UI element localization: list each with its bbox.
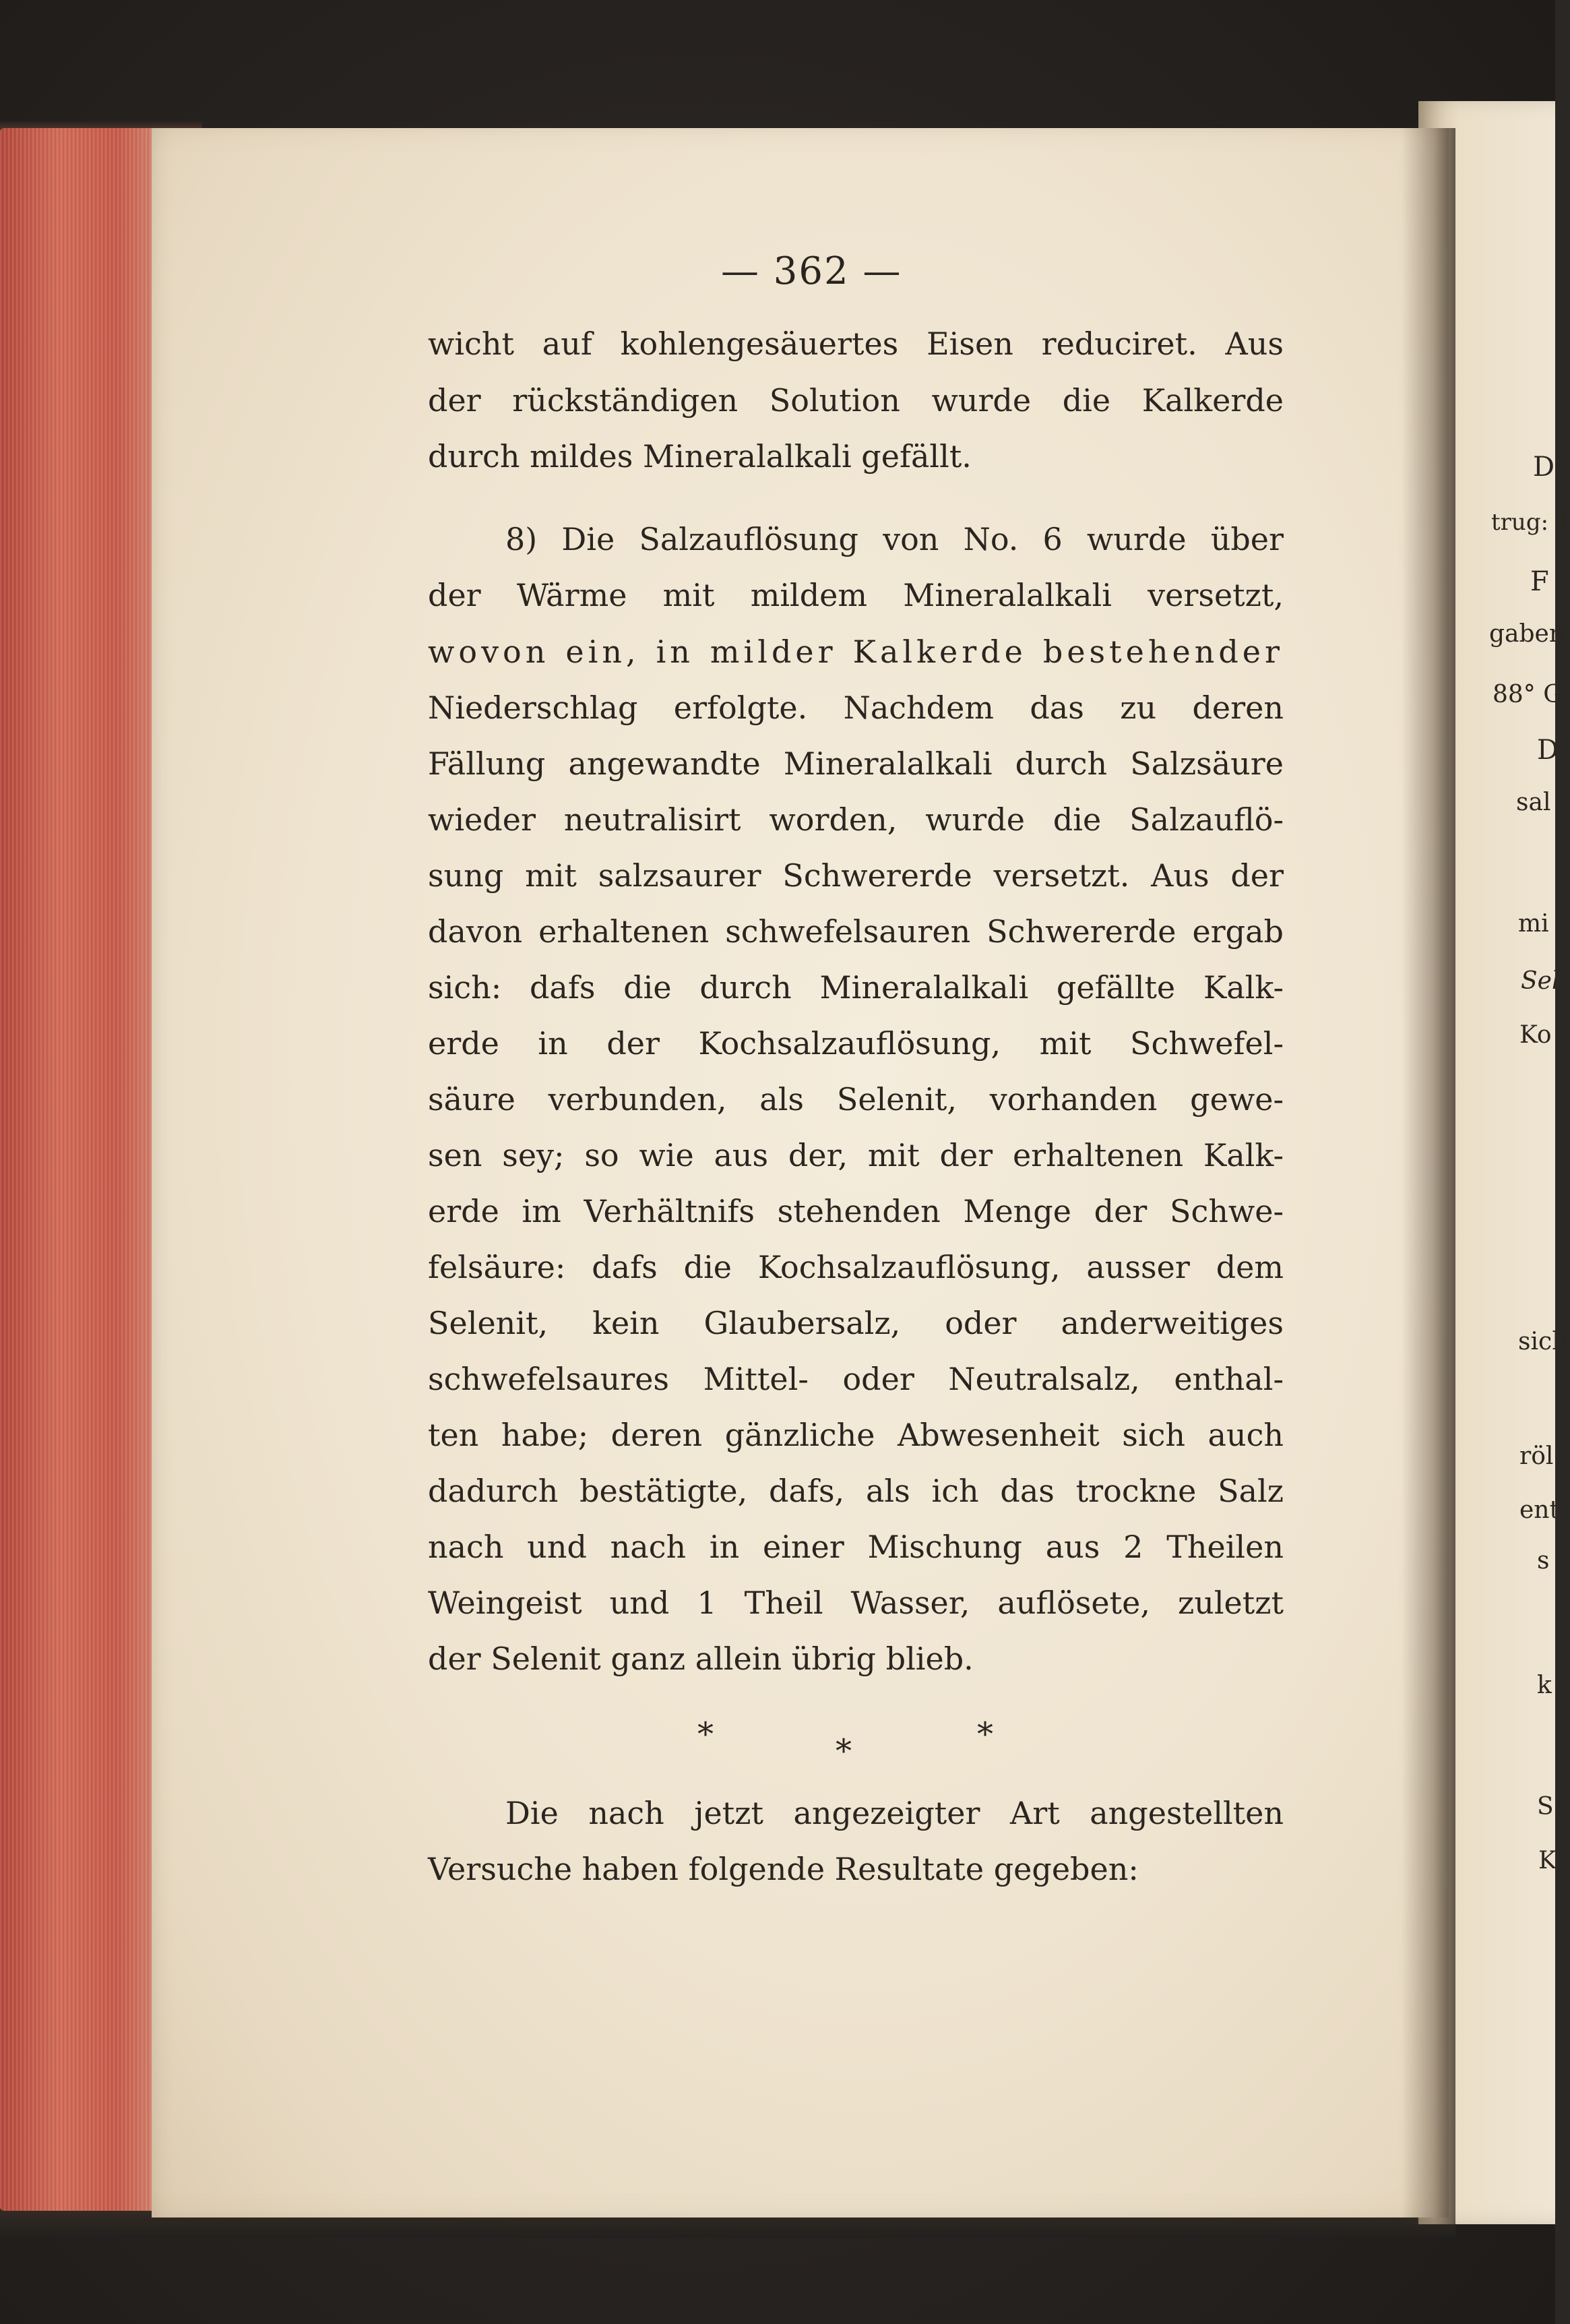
text-line: durch mildes Mineralalkali gefällt. bbox=[428, 438, 972, 475]
text-line: der rückständigen Solution wurde die Kalkerde bbox=[428, 382, 1284, 419]
text-line: davon erhaltenen schwefelsauren Schwererde ergab bbox=[428, 913, 1284, 950]
facing-fragment: D bbox=[1533, 452, 1555, 483]
text-line: erde in der Kochsalzauflösung, mit Schwefel- bbox=[428, 1025, 1284, 1062]
text-line: Fällung angewandte Mineralalkali durch Salzsäure bbox=[428, 745, 1284, 782]
text-line: Versuche haben folgende Resultate gegeben: bbox=[428, 1851, 1139, 1887]
text-line: Weingeist und 1 Theil Wasser, auflösete, zuletzt bbox=[428, 1585, 1284, 1621]
facing-fragment: röl bbox=[1519, 1442, 1554, 1470]
text-line: sich: dafs die durch Mineralalkali gefällte Kalk- bbox=[428, 969, 1284, 1006]
text-line: wovon ein, in milder Kalkerde bestehender bbox=[428, 634, 1284, 670]
facing-fragment: trug: 1 bbox=[1491, 509, 1570, 536]
text-line: der Wärme mit mildem Mineralalkali versetzt, bbox=[428, 577, 1284, 613]
page-number: — 362 — bbox=[721, 249, 902, 293]
facing-fragment: 88° G bbox=[1493, 681, 1563, 708]
asterisk: * bbox=[697, 1715, 714, 1753]
facing-fragment: S bbox=[1537, 1793, 1554, 1821]
facing-fragment: K bbox=[1538, 1847, 1557, 1874]
text-line: 8) Die Salzauflösung von No. 6 wurde über bbox=[505, 521, 1284, 557]
text-line: dadurch bestätigte, dafs, als ich das trockne Salz bbox=[428, 1473, 1284, 1509]
asterisk: * bbox=[836, 1732, 852, 1770]
facing-fragment: ent bbox=[1519, 1496, 1559, 1524]
facing-fragment: Ko bbox=[1519, 1021, 1552, 1049]
facing-fragment: sal bbox=[1516, 789, 1551, 816]
facing-fragment: sich bbox=[1518, 1328, 1568, 1355]
text-line: felsäure: dafs die Kochsalzauflösung, ausser dem bbox=[428, 1249, 1284, 1285]
facing-fragment: mi bbox=[1518, 910, 1549, 938]
text-line: wieder neutralisirt worden, wurde die Salzauflö- bbox=[428, 801, 1284, 838]
text-line: sung mit salzsaurer Schwererde versetzt. Aus der bbox=[428, 857, 1284, 894]
facing-fragment: gaben bbox=[1489, 620, 1565, 648]
text-line: der Selenit ganz allein übrig blieb. bbox=[428, 1641, 974, 1677]
facing-fragment: Sel bbox=[1521, 967, 1560, 995]
text-line: Selenit, kein Glaubersalz, oder anderweitiges bbox=[428, 1305, 1284, 1341]
text-line: erde im Verhältnifs stehenden Menge der Schwe- bbox=[428, 1193, 1284, 1229]
text-line: schwefelsaures Mittel- oder Neutralsalz, enthal- bbox=[428, 1361, 1284, 1397]
asterisk: * bbox=[977, 1715, 993, 1753]
facing-fragment: k bbox=[1537, 1672, 1552, 1699]
text-line: nach und nach in einer Mischung aus 2 Theilen bbox=[428, 1529, 1284, 1565]
text-line: ten habe; deren gänzliche Abwesenheit sich auch bbox=[428, 1417, 1284, 1453]
gutter-shadow bbox=[1402, 128, 1455, 2224]
text-line: wicht auf kohlengesäuertes Eisen reduciret. Aus bbox=[428, 326, 1284, 362]
text-line: sen sey; so wie aus der, mit der erhaltenen Kalk- bbox=[428, 1137, 1284, 1173]
facing-fragment: F bbox=[1530, 566, 1549, 597]
text-line: Die nach jetzt angezeigter Art angestellten bbox=[505, 1795, 1284, 1831]
text-line: säure verbunden, als Selenit, vorhanden gewe- bbox=[428, 1081, 1284, 1118]
section-separator bbox=[697, 1715, 1021, 1769]
text-line: Niederschlag erfolgte. Nachdem das zu deren bbox=[428, 690, 1284, 726]
facing-fragment: s bbox=[1537, 1547, 1550, 1574]
facing-fragment: D bbox=[1537, 735, 1559, 766]
